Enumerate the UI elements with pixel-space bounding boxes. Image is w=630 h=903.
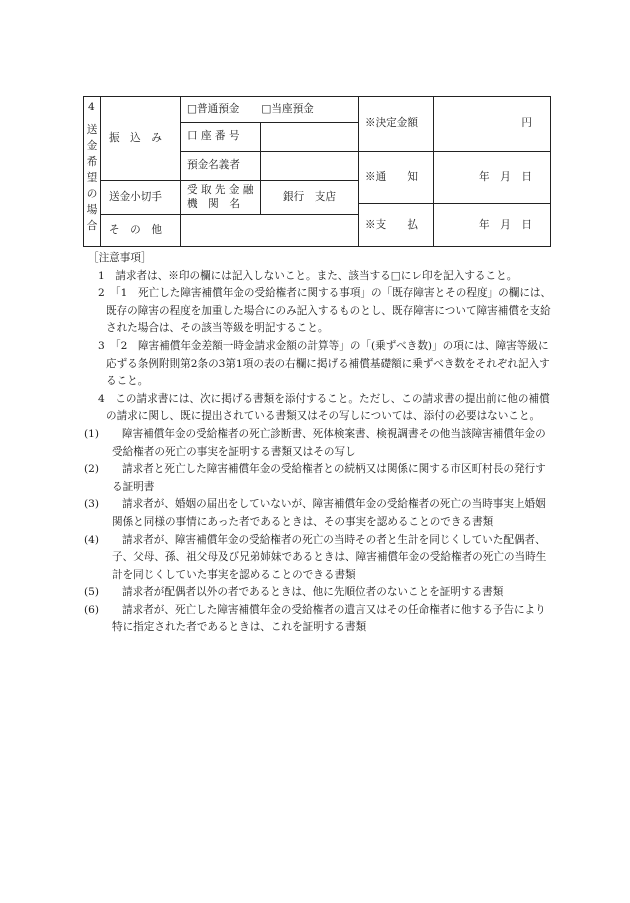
current-checkbox[interactable]: □当座預金 [261,103,314,115]
note-item-1: 1 請求者は、※印の欄には記入しないこと。また、該当する□にレ印を記入すること。 [98,269,518,282]
account-number-label: 口 座 番 号 [181,122,261,151]
method-other: そ の 他 [101,214,181,246]
section-title-vertical [86,122,98,234]
savings-checkbox[interactable]: □普通預金 [187,103,240,115]
section-title-char: 場 [86,203,98,216]
notice-date-field[interactable]: 年 月 日 [434,151,551,203]
other-field[interactable] [181,214,359,246]
account-holder-label: 預金名義者 [181,151,261,180]
section-title-char: 送 [86,123,98,136]
section-number: 4 [88,101,95,113]
section-title-char: 希 [86,155,98,168]
section-title-char: 金 [86,139,98,152]
notes-section [84,250,552,637]
section-title-char: の [86,187,98,200]
decided-amount-label: ※決定金額 [359,97,434,152]
section-title-char: 合 [86,219,98,232]
decided-amount-field[interactable]: 円 [434,97,551,152]
receiving-institution-label: 受 取 先 金 融 機 関 名 [181,180,261,214]
note-item-4: 4 この請求書には、次に掲げる書類を添付すること。ただし、この請求書の提出前に他の補償の請求に関し、既に提出されている書類又はその写しについては、添付の必要はないこと。 [98,392,550,423]
section-title-char: 望 [86,171,98,184]
sub-item-5: (5) 請求者が配偶者以外の者であるときは、他に先順位者のないことを証明する書類 [84,586,504,599]
account-type-row [181,97,359,123]
notes-heading: ［注意事項］ [88,252,152,264]
payment-label: ※支 払 [359,204,434,247]
payment-date-field[interactable]: 年 月 日 [434,204,551,247]
account-number-field[interactable] [261,122,359,151]
method-transfer: 振 込 み [101,97,181,181]
note-item-3: 3 「2 障害補償年金差額一時金請求金額の計算等」の「(乗ずべき数)」の項には、障害等級に応ずる条例附則第2条の3第1項の表の右欄に掲げる補償基礎額に乗ずべき数をそれぞれ記入すること。 [98,339,550,388]
sub-item-2: (2) 請求者と死亡した障害補償年金の受給権者との続柄又は関係に関する市区町村長の発行する証明書 [84,463,546,493]
account-holder-field[interactable] [261,151,359,180]
sub-item-3: (3) 請求者が、婚姻の届出をしていないが、障害補償年金の受給権者の死亡の当時事実上婚姻関係と同様の事情にあった者であるときは、その事実を認めることのできる書類 [84,498,546,528]
bank-branch-field[interactable]: 銀行 支店 [261,180,359,214]
sub-item-4: (4) 請求者が、障害補償年金の受給権者の死亡の当時その者と生計を同じくしていた配偶者、子、父母、孫、祖父母及び兄弟姉妹であるときは、障害補償年金の受給権者の死亡の当時生計を同じくしていた事実を認めることのできる書類 [84,533,547,581]
notice-label: ※通 知 [359,151,434,203]
method-money-order: 送金小切手 [101,180,181,214]
remittance-table [83,96,551,247]
sub-item-6: (6) 請求者が、死亡した障害補償年金の受給権者の遺言又はその任命権者に他する予告により特に指定された者であるときは、これを証明する書類 [84,603,546,634]
note-item-2: 2 「1 死亡した障害補償年金の受給権者に関する事項」の「既存障害とその程度」の欄には、既存の障害の程度を加重した場合にのみ記入するものとし、既存障害について障害補償を支給された場合は、その該当等級を明記すること。 [98,287,552,335]
sub-item-1: (1) 障害補償年金の受給権者の死亡診断書、死体検案書、検視調書その他当該障害補償年金の受給権者の死亡の事実を証明する書類又はその写し [84,427,546,458]
section-4-header [84,97,101,247]
